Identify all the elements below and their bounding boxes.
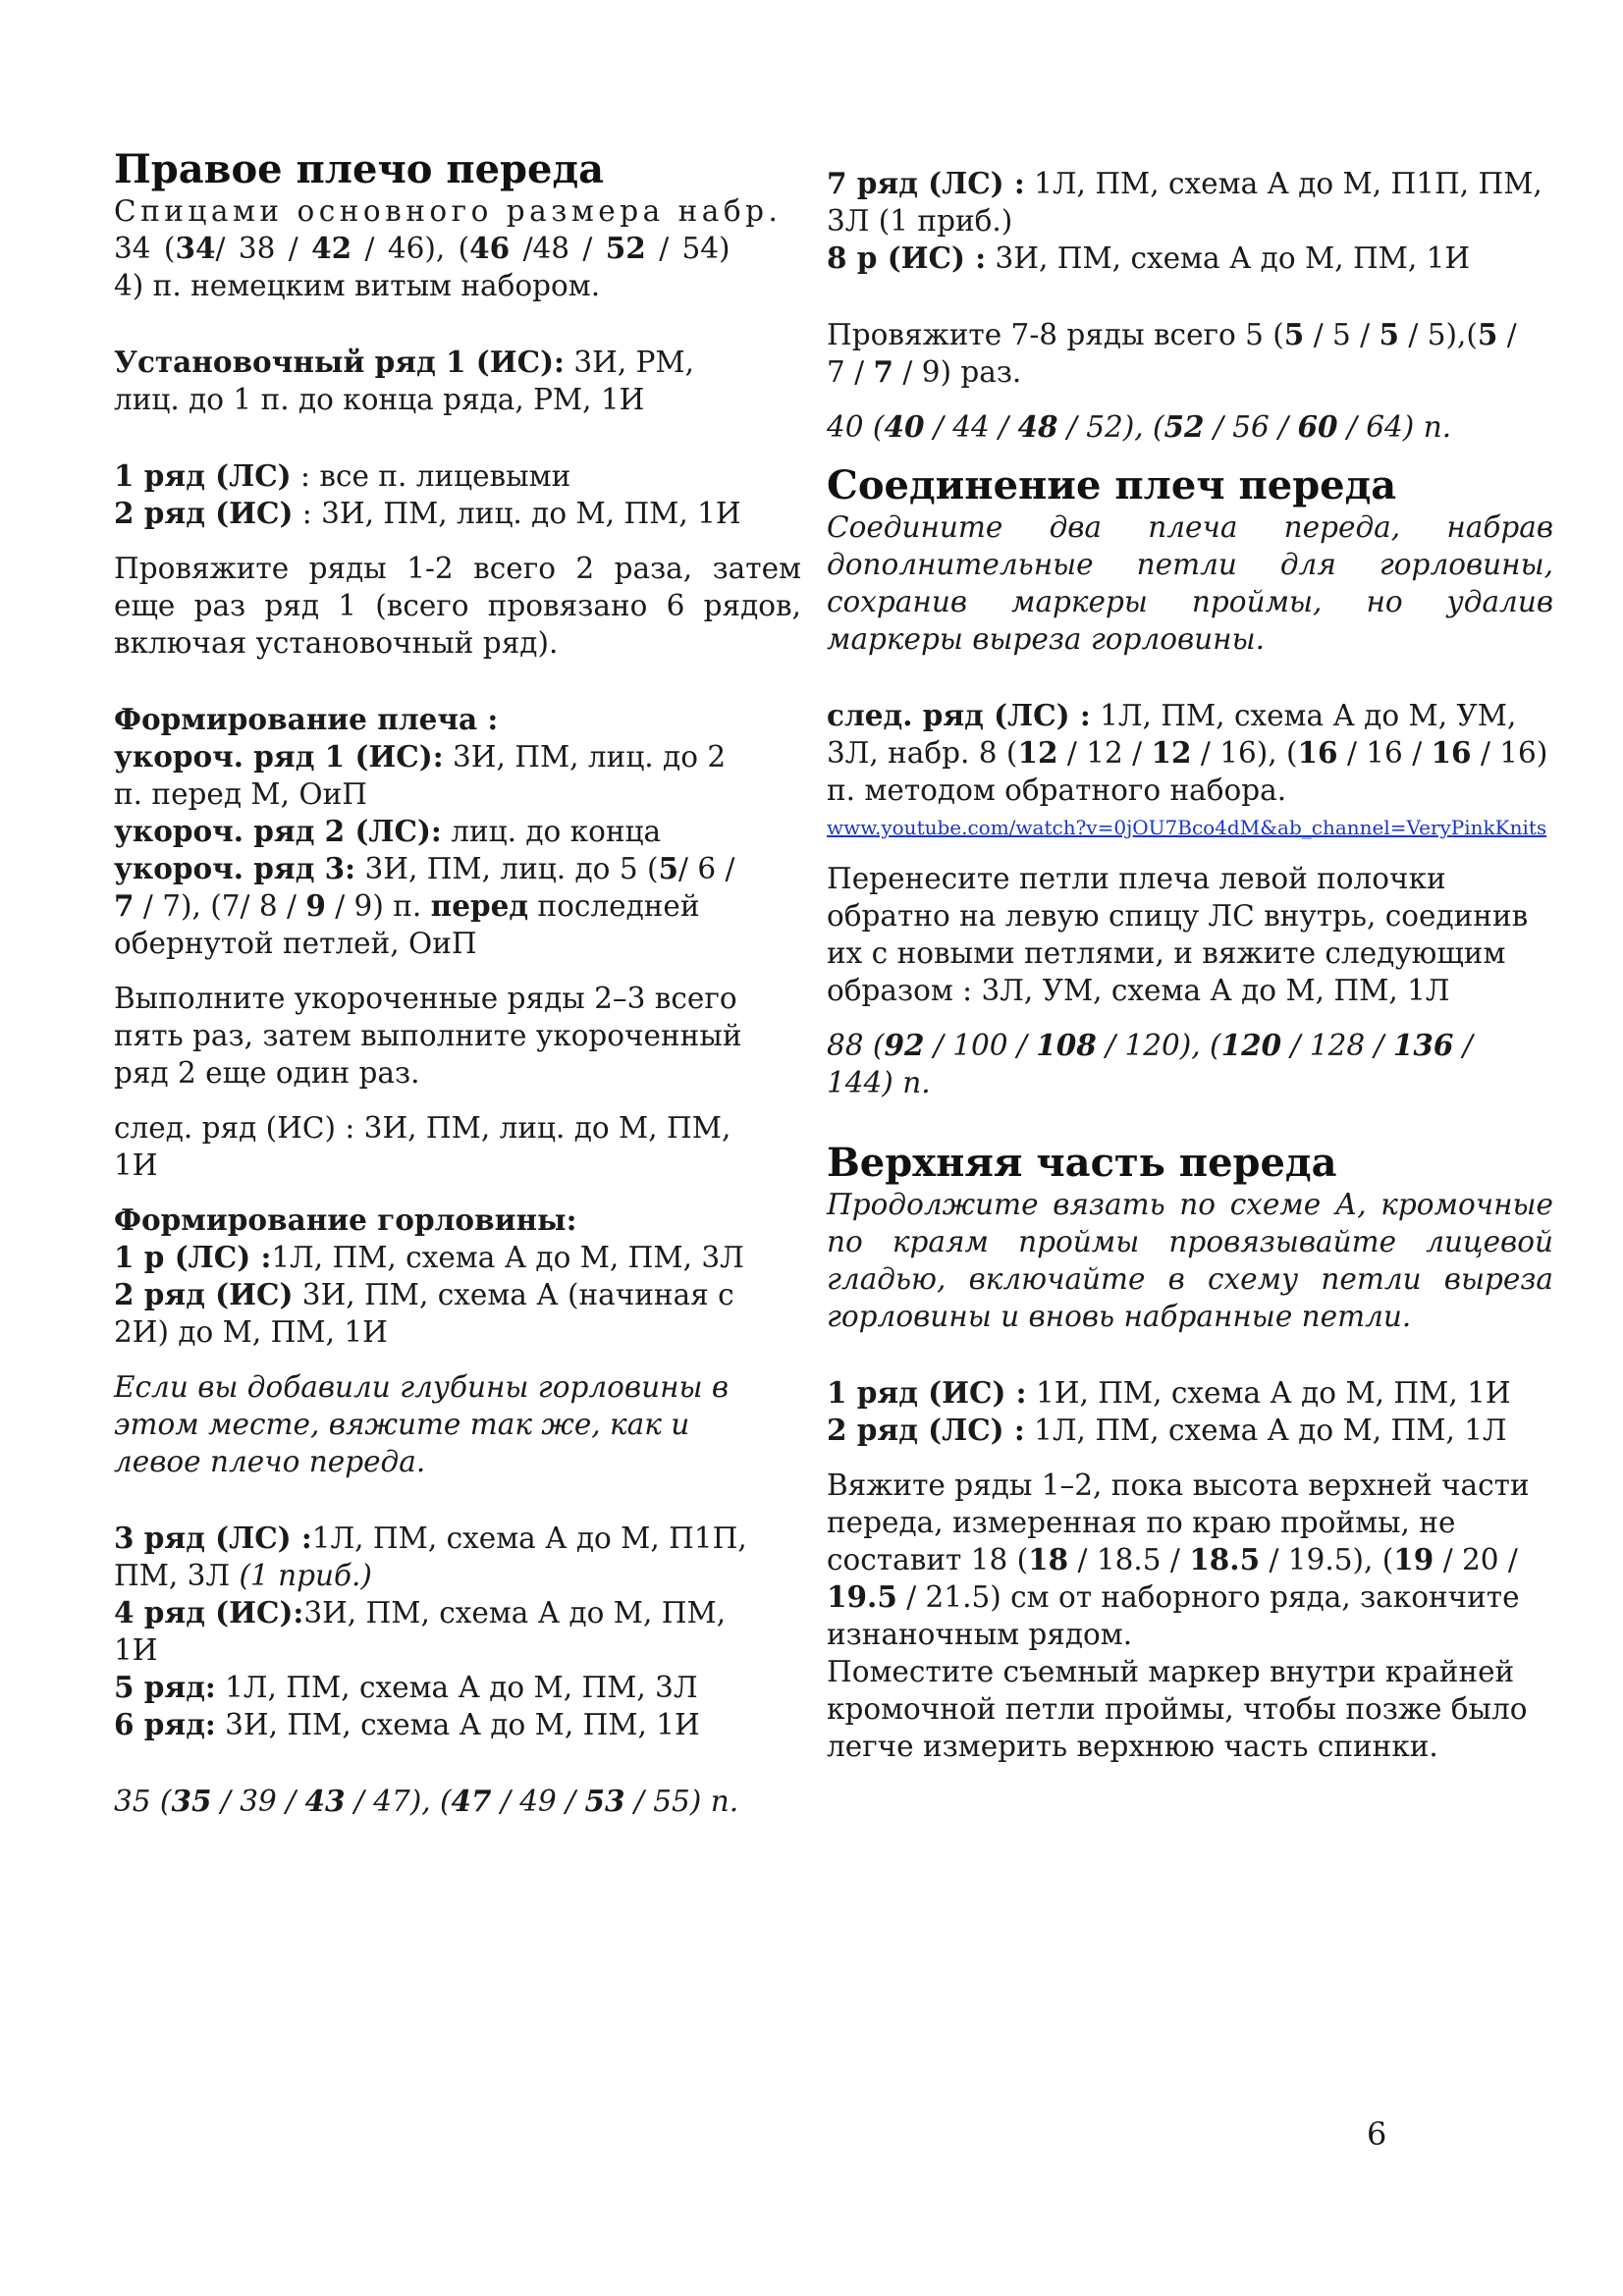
next-row-2: 1И (114, 1148, 158, 1182)
row-5: 5 ряд: 1Л, ПМ, схема А до М, ПМ, 3Л (114, 1670, 698, 1704)
row-8: 8 р (ИС) : 3И, ПМ, схема А до М, ПМ, 1И (827, 240, 1471, 275)
join-instruction: Соедините два плеча переда, набрав дополнительные петли для горловины, сохранив маркеры проймы, но удалив маркеры выреза горловины. (827, 510, 1553, 656)
neck-row-2: 2 ряд (ИС) 3И, ПМ, схема А (начиная с (114, 1277, 734, 1311)
page-number: 6 (1367, 2115, 1387, 2153)
knit-until-5: изнаночным рядом. (827, 1618, 1133, 1651)
row-3: 3 ряд (ЛС) :1Л, ПМ, схема А до М, П1П, (114, 1521, 747, 1555)
right-column (827, 165, 1553, 1765)
marker-2: кромочной петли проймы, чтобы позже было (827, 1692, 1528, 1726)
short-row-2: укороч. ряд 2 (ЛС): лиц. до конца (114, 814, 662, 848)
upper-row-2: 2 ряд (ЛС) : 1Л, ПМ, схема А до М, ПМ, 1Л (827, 1413, 1507, 1447)
knit-until-2: переда, измеренная по краю проймы, не (827, 1506, 1456, 1539)
cast-on-line-1: Спицами основного размера набр. (114, 194, 783, 228)
short-row-3-cont-2: обернутой петлей, ОиП (114, 927, 477, 960)
note-1: Если вы добавили глубины горловины в (114, 1370, 730, 1404)
short-repeat-2: пять раз, затем выполните укороченный (114, 1019, 742, 1052)
setup-row: Установочный ряд 1 (ИС): 3И, РМ, (114, 345, 695, 379)
upper-instruction: Продолжите вязать по схеме А, кромочные по краям проймы провязывайте лицевой гладью, включайте в схему петли выреза горловины и вновь набранные петли. (827, 1188, 1553, 1333)
knit-until-3: составит 18 (18 / 18.5 / 18.5 / 19.5), (19 / 20 / (827, 1542, 1518, 1576)
transfer-3: их с новыми петлями, и вяжите следующим (827, 936, 1506, 970)
row-4-cont: 1И (114, 1633, 158, 1667)
repeat-instruction: Провяжите ряды 1-2 всего 2 раза, затем еще раз ряд 1 (всего провязано 6 рядов, включая установочный ряд). (114, 552, 801, 660)
knit-until-1: Вяжите ряды 1–2, пока высота верхней части (827, 1468, 1530, 1502)
shoulder-shaping-title: Формирование плеча : (114, 702, 499, 736)
transfer-1: Перенесите петли плеча левой полочки (827, 862, 1446, 895)
neckline-title: Формирование горловины: (114, 1202, 577, 1237)
note-2: этом месте, вяжите так же, как и (114, 1408, 690, 1441)
join-next-row: след. ряд (ЛС) : 1Л, ПМ, схема А до М, УМ, (827, 698, 1517, 732)
knit-until-4: 19.5 / 21.5) см от наборного ряда, закончите (827, 1579, 1520, 1614)
row-4: 4 ряд (ИС):3И, ПМ, схема А до М, ПМ, (114, 1595, 727, 1629)
join-next-row-cont: 3Л, набр. 8 (12 / 12 / 12 / 16), (16 / 16 / 16 / 16) (827, 735, 1548, 770)
row-7: 7 ряд (ЛС) : 1Л, ПМ, схема А до М, П1П, ПМ, (827, 166, 1542, 200)
short-row-3-cont: 7 / 7), (7/ 8 / 9 / 9) п. перед последней (114, 888, 700, 923)
left-column (114, 147, 801, 1820)
short-row-3: укороч. ряд 3: 3И, ПМ, лиц. до 5 (5/ 6 / (114, 851, 735, 885)
stitch-count-right-2: 88 (92 / 100 / 108 / 120), (120 / 128 / 136 / (827, 1028, 1473, 1062)
cast-on-line-2: 34 (34/ 38 / 42 / 46), (46 /48 / 52 / 54) (114, 231, 730, 265)
row-7-cont: 3Л (1 приб.) (827, 204, 1013, 238)
section-title-right-shoulder: Правое плечо переда (114, 146, 605, 192)
neck-row-2-cont: 2И) до М, ПМ, 1И (114, 1315, 388, 1349)
neck-row-1: 1 р (ЛС) :1Л, ПМ, схема А до М, ПМ, 3Л (114, 1240, 744, 1274)
cast-on-line-3: 4) п. немецким витым набором. (114, 269, 601, 302)
row-6: 6 ряд: 3И, ПМ, схема А до М, ПМ, 1И (114, 1707, 700, 1741)
short-row-1: укороч. ряд 1 (ИС): 3И, ПМ, лиц. до 2 (114, 739, 727, 774)
row-3-cont: ПМ, 3Л (1 приб.) (114, 1559, 372, 1592)
short-repeat-3: ряд 2 еще один раз. (114, 1056, 420, 1090)
setup-row-cont: лиц. до 1 п. до конца ряда, РМ, 1И (114, 383, 645, 416)
video-link[interactable]: www.youtube.com/watch?v=0jOU7Bco4dM&ab_channel=VeryPinkKnits (827, 816, 1547, 839)
row-2: 2 ряд (ИС) : 3И, ПМ, лиц. до М, ПМ, 1И (114, 496, 741, 530)
short-row-1-cont: п. перед М, ОиП (114, 777, 367, 811)
transfer-2: обратно на левую спицу ЛС внутрь, соединив (827, 899, 1529, 933)
row-1: 1 ряд (ЛС) : все п. лицевыми (114, 458, 571, 493)
repeat-7-8-cont: 7 / 7 / 9) раз. (827, 354, 1022, 389)
note-3: левое плечо переда. (114, 1445, 426, 1478)
marker-3: легче измерить верхнюю часть спинки. (827, 1730, 1438, 1763)
transfer-4: образом : 3Л, УМ, схема А до М, ПМ, 1Л (827, 974, 1450, 1007)
next-row-1: след. ряд (ИС) : 3И, ПМ, лиц. до М, ПМ, (114, 1111, 731, 1145)
stitch-count-right-2-cont: 144) п. (827, 1066, 931, 1099)
join-next-row-cont-2: п. методом обратного набора. (827, 774, 1287, 807)
upper-row-1: 1 ряд (ИС) : 1И, ПМ, схема А до М, ПМ, 1И (827, 1375, 1511, 1410)
section-title-upper-front: Верхняя часть переда (827, 1140, 1337, 1186)
stitch-count-left: 35 (35 / 39 / 43 / 47), (47 / 49 / 53 / 55) п. (114, 1784, 739, 1818)
marker-1: Поместите съемный маркер внутри крайней (827, 1655, 1515, 1688)
stitch-count-right-1: 40 (40 / 44 / 48 / 52), (52 / 56 / 60 / 64) п. (827, 409, 1452, 444)
short-repeat-1: Выполните укороченные ряды 2–3 всего (114, 982, 737, 1015)
repeat-7-8: Провяжите 7-8 ряды всего 5 (5 / 5 / 5 / 5),(5 / (827, 317, 1517, 351)
section-title-join-shoulders: Соединение плеч переда (827, 462, 1397, 508)
